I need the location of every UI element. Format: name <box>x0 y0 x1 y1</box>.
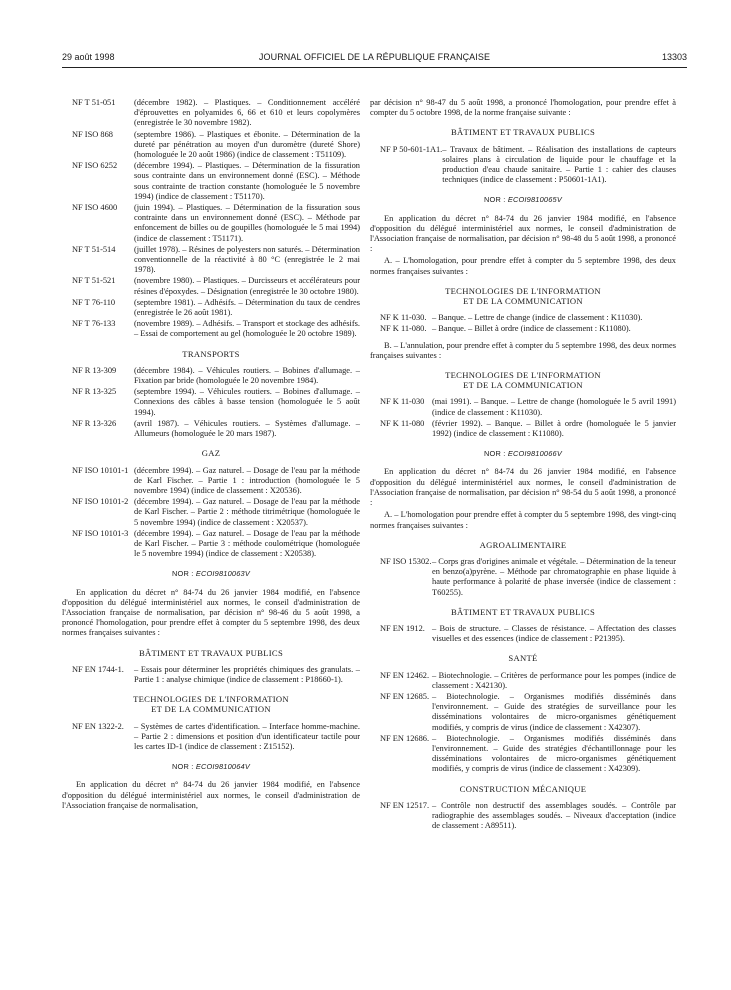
nor-reference: NOR : ECOI9810065V <box>484 195 562 205</box>
section-title-line: ET DE LA COMMUNICATION <box>151 704 271 715</box>
paragraph: En application du décret n° 84-74 du 26 janvier 1984 modifié, en l'absence d'opposition du délégué interministériel aux normes, le conseil d'administration de l'Association française de normalisation, <box>62 780 360 810</box>
norm-reference: NF ISO 4600 <box>72 203 118 213</box>
norm-entry <box>370 145 676 186</box>
norm-entry <box>62 466 360 497</box>
norm-description: (juillet 1978). – Résines de polyesters non saturés. – Détermination conventionnelle de la réactivité à 80 °C (enregistrée le 2 mai 1978). <box>134 244 360 275</box>
gaz-list <box>62 466 360 560</box>
norm-reference: NF R 13-325 <box>72 387 117 397</box>
norm-description: (décembre 1984). – Véhicules routiers. – Bobines d'allumage. – Fixation par bride (homologuée le 20 novembre 1984). <box>134 365 360 386</box>
nor-reference: NOR : ECOI9810064V <box>172 762 250 772</box>
batiment-list <box>370 624 676 644</box>
norm-description: (décembre 1994). – Gaz naturel. – Dosage de l'eau par la méthode de Karl Fischer. – Partie 3 : méthode coulométrique (homologuée le 5 novembre 1994) (indice de classement : X20538). <box>134 528 360 559</box>
norm-reference: NF EN 1744-1. <box>72 664 124 674</box>
section-title-line: TECHNOLOGIES DE L'INFORMATION <box>445 285 601 296</box>
norm-description: – Travaux de bâtiment. – Réalisation des installations de capteurs solaires plans à circulation de liquide pour le chauffage et la production d'eau chaude sanitaire. – Partie 1 : cahier des clauses techniques (indice de classement : P50601-1A1). <box>442 144 676 185</box>
sante-list <box>370 671 676 775</box>
batiment-list <box>62 665 360 685</box>
tech-list <box>62 722 360 753</box>
norm-reference: NF ISO 10101-2 <box>72 497 129 507</box>
norm-reference: NF EN 12517. <box>380 800 430 810</box>
norm-entry <box>62 276 360 296</box>
section-title-line: ET DE LA COMMUNICATION <box>463 380 583 391</box>
norm-description: (novembre 1989). – Adhésifs. – Transport et stockage des adhésifs. – Essai de comportement au gel (homologuée le 20 octobre 1989). <box>134 319 360 339</box>
norm-reference: NF P 50-601-1A1. <box>380 144 443 154</box>
norm-entry <box>62 203 360 244</box>
norm-description: (septembre 1986). – Plastiques et ébonite. – Détermination de la dureté par pénétration au moyen d'un duromètre (dureté Shore) (homologuée le 20 août 1986) (indice de classement : T51109). <box>134 129 360 160</box>
nor-reference: NOR : ECOI9810063V <box>172 569 250 579</box>
nor-code: ECOI9810064V <box>195 762 250 772</box>
norm-entry <box>370 419 676 439</box>
norm-reference: NF K 11-080. <box>380 324 427 334</box>
norm-entry <box>62 245 360 276</box>
nor-reference: NOR : ECOI9810066V <box>484 449 562 459</box>
norm-description: (novembre 1980). – Plastiques. – Durcisseurs et accélérateurs pour résines d'époxydes. – Désignation (enregistrée le 30 octobre 1980). <box>134 276 360 296</box>
norm-entry <box>370 557 676 598</box>
norm-entry <box>62 161 360 202</box>
norm-entry <box>62 298 360 318</box>
section-title-line: TECHNOLOGIES DE L'INFORMATION <box>445 370 601 381</box>
section-title-tech <box>370 286 676 306</box>
norm-reference: NF EN 12462. <box>380 670 430 680</box>
section-title-batiment: BÂTIMENT ET TRAVAUX PUBLICS <box>450 606 596 617</box>
norm-reference: NF T 51-521 <box>72 276 116 286</box>
section-title-batiment: BÂTIMENT ET TRAVAUX PUBLICS <box>138 647 284 658</box>
norm-reference: NF T 76-110 <box>72 297 116 307</box>
norm-reference: NF ISO 10101-3 <box>72 528 129 538</box>
norm-description: (décembre 1994). – Plastiques. – Détermination de la fissuration sous contrainte dans un environnement donné (ESC). – Méthode sous contrainte de traction constante (homologuée le 5 novembre 1994) (indice de classement : T51170). <box>134 161 360 201</box>
section-title-tech <box>62 694 360 714</box>
section-title-line: TECHNOLOGIES DE L'INFORMATION <box>133 694 289 705</box>
norm-description: (mai 1991). – Banque. – Lettre de change (homologuée le 5 avril 1991) (indice de classement : K11030). <box>432 397 676 417</box>
norm-reference: NF EN 12685. <box>380 691 430 701</box>
norm-entry <box>370 313 676 323</box>
norm-reference: NF K 11-080 <box>380 418 425 428</box>
paragraph: par décision n° 98-47 du 5 août 1998, a prononcé l'homologation, pour prendre effet à compter du 5 octobre 1998, de la norme française suivante : <box>370 98 676 118</box>
norm-description: – Bois de structure. – Classes de résistance. – Affectation des classes visuelles et des essences (indice de classement : P21395). <box>432 623 676 644</box>
norm-description: – Contrôle non destructif des assemblages soudés. – Contrôle par radiographie des assemblages soudés. – Niveaux d'acceptation (indice de classement : A89511). <box>432 800 676 831</box>
norm-reference: NF R 13-309 <box>72 365 117 375</box>
norm-description: – Banque. – Lettre de change (indice de classement : K11030). <box>432 313 643 323</box>
norm-entry <box>62 722 360 753</box>
nor-code: ECOI9810063V <box>195 569 250 579</box>
agro-list <box>370 557 676 598</box>
header-page-number: 13303 <box>661 52 687 62</box>
section-title-gaz: GAZ <box>201 448 221 459</box>
left-column <box>62 98 360 813</box>
tech-list <box>370 313 676 334</box>
norm-entry <box>62 665 360 685</box>
norm-description: (juin 1994). – Plastiques. – Détermination de la fissuration sous contrainte dans un environnement donné (ESC). – Méthode par enfoncement de billes ou de goupilles (homologuée le 5 mai 1994) (indice de classement : T51171). <box>134 203 360 243</box>
page-header <box>62 52 687 66</box>
section-title-line: ET DE LA COMMUNICATION <box>463 296 583 307</box>
norm-reference: NF ISO 6252 <box>72 161 118 171</box>
norm-reference: NF T 51-514 <box>72 244 116 254</box>
paragraph: En application du décret n° 84-74 du 26 janvier 1984 modifié, en l'absence d'opposition du délégué interministériel aux normes, le conseil d'administration de l'Association française de normalisation, par décision n° 98-54 du 5 août 1998, a prononcé : <box>370 467 676 508</box>
tech-list <box>370 397 676 439</box>
header-date: 29 août 1998 <box>62 52 115 62</box>
norm-entry <box>62 366 360 386</box>
header-journal-title: JOURNAL OFFICIEL DE LA RÉPUBLIQUE FRANÇAISE <box>258 52 491 62</box>
section-title-transports: TRANSPORTS <box>182 348 240 359</box>
nor-code: ECOI9810066V <box>507 449 562 459</box>
norm-reference: NF EN 1322-2. <box>72 721 124 731</box>
nor-code: ECOI9810065V <box>507 195 562 205</box>
construction-list <box>370 801 676 832</box>
section-title-tech <box>370 370 676 390</box>
norm-reference: NF K 11-030. <box>380 313 427 323</box>
paragraph: En application du décret n° 84-74 du 26 janvier 1984 modifié, en l'absence d'opposition du délégué interministériel aux normes, le conseil d'administration de l'Association française de normalisation, par décision n° 98-46 du 5 août 1998, a prononcé l'homologation, pour prendre effet à compter du 5 septembre 1998, des deux normes françaises suivantes : <box>62 587 360 638</box>
norm-reference: NF ISO 868 <box>72 129 113 139</box>
header-rule <box>62 67 687 68</box>
norm-description: (décembre 1982). – Plastiques. – Conditionnement accéléré d'éprouvettes en polyamides 6, 66 et 610 et leurs copolymères (enregistrée le 30 novembre 1982). <box>134 98 360 128</box>
norm-description: (septembre 1994). – Véhicules routiers. – Bobines d'allumage. – Connexions des câbles à basse tension (homologuée le 5 août 1994). <box>134 387 360 417</box>
norm-description: – Banque. – Billet à ordre (indice de classement : K11080). <box>432 324 631 334</box>
norm-description: – Biotechnologie. – Organismes modifiés disséminés dans l'environnement. – Guide des stratégies d'échantillonnage pour les disséminations volontaires de micro-organismes génétiquement modifiés, y compris de virus (indice de classement : X42309). <box>432 733 676 774</box>
norm-entry <box>62 98 360 129</box>
transports-list <box>62 366 360 439</box>
norm-entry <box>62 529 360 560</box>
norm-entry <box>370 692 676 733</box>
norm-entry <box>370 324 676 334</box>
norm-entry <box>62 387 360 418</box>
paragraph: A. – L'homologation, pour prendre effet à compter du 5 septembre 1998, des deux normes françaises suivantes : <box>370 256 676 276</box>
right-column <box>370 98 676 832</box>
batiment-list <box>370 145 676 186</box>
norm-description: – Corps gras d'origines animale et végétale. – Détermination de la teneur en benzo(a)pyrène. – Méthode par chromatographie en phase liquide à haute performance à polarité de phase inversée (indice de classement : T60255). <box>432 556 676 597</box>
paragraph: B. – L'annulation, pour prendre effet à compter du 5 septembre 1998, des deux normes françaises suivantes : <box>370 340 676 360</box>
norm-description: – Systèmes de cartes d'identification. – Interface homme-machine. – Partie 2 : dimensions et position d'un identificateur tactile pour les cartes ID-1 (indice de classement : Z15152). <box>134 721 360 751</box>
norm-reference: NF T 51-051 <box>72 98 116 107</box>
section-title-construction: CONSTRUCTION MÉCANIQUE <box>459 783 587 794</box>
norm-reference: NF EN 12686. <box>380 733 430 743</box>
section-title-batiment: BÂTIMENT ET TRAVAUX PUBLICS <box>450 127 596 138</box>
norm-description: – Essais pour déterminer les propriétés chimiques des granulats. – Partie 1 : analyse chimique (indice de classement : P18660-1). <box>134 664 360 684</box>
norm-reference: NF K 11-030 <box>380 397 425 407</box>
norm-description: (décembre 1994). – Gaz naturel. – Dosage de l'eau par la méthode de Karl Fischer. – Partie 1 : introduction (homologuée le 5 novembre 1994) (indice de classement : X20536). <box>134 465 360 495</box>
norm-entry <box>370 734 676 775</box>
norm-entry <box>370 671 676 691</box>
section-title-sante: SANTÉ <box>508 653 538 664</box>
plastics-list <box>62 98 360 340</box>
paragraph: En application du décret n° 84-74 du 26 janvier 1984 modifié, en l'absence d'opposition du délégué interministériel aux normes, le conseil d'administration de l'Association française de normalisation, par décision n° 98-48 du 5 août 1998, a prononcé : <box>370 213 676 254</box>
norm-description: – Biotechnologie. – Critères de performance pour les pompes (indice de classement : X42130). <box>432 670 676 690</box>
norm-entry <box>62 130 360 161</box>
norm-entry <box>370 801 676 832</box>
norm-reference: NF ISO 10101-1 <box>72 465 129 475</box>
norm-reference: NF EN 1912. <box>380 623 425 633</box>
norm-entry <box>370 624 676 644</box>
norm-description: (avril 1987). – Véhicules routiers. – Systèmes d'allumage. – Allumeurs (homologuée le 20 mars 1987). <box>134 418 360 439</box>
norm-entry <box>62 319 360 339</box>
norm-reference: NF R 13-326 <box>72 418 117 428</box>
paragraph: A. – L'homologation pour prendre effet à compter du 5 septembre 1998, des vingt-cinq normes françaises suivantes : <box>370 510 676 530</box>
norm-entry <box>62 497 360 528</box>
norm-description: (septembre 1981). – Adhésifs. – Détermination du taux de cendres (enregistrée le 26 août 1981). <box>134 297 360 318</box>
norm-description: – Biotechnologie. – Organismes modifiés disséminés dans l'environnement. – Guide des stratégies de surveillance pour les disséminations volontaires de micro-organismes génétiquement modifiés, y compris de virus (indice de classement : X42307). <box>432 691 676 732</box>
norm-reference: NF T 76-133 <box>72 319 116 329</box>
section-title-agro: AGROALIMENTAIRE <box>479 539 567 550</box>
norm-reference: NF ISO 15302. <box>380 556 432 566</box>
norm-description: (décembre 1994). – Gaz naturel. – Dosage de l'eau par la méthode de Karl Fischer. – Partie 2 : méthode titrimétrique (homologuée le 5 novembre 1994) (indice de classement : X20537). <box>134 497 360 527</box>
norm-entry <box>370 397 676 417</box>
norm-entry <box>62 419 360 439</box>
norm-description: (février 1992). – Banque. – Billet à ordre (homologuée le 5 janvier 1992) (indice de classement : K11080). <box>432 418 676 439</box>
